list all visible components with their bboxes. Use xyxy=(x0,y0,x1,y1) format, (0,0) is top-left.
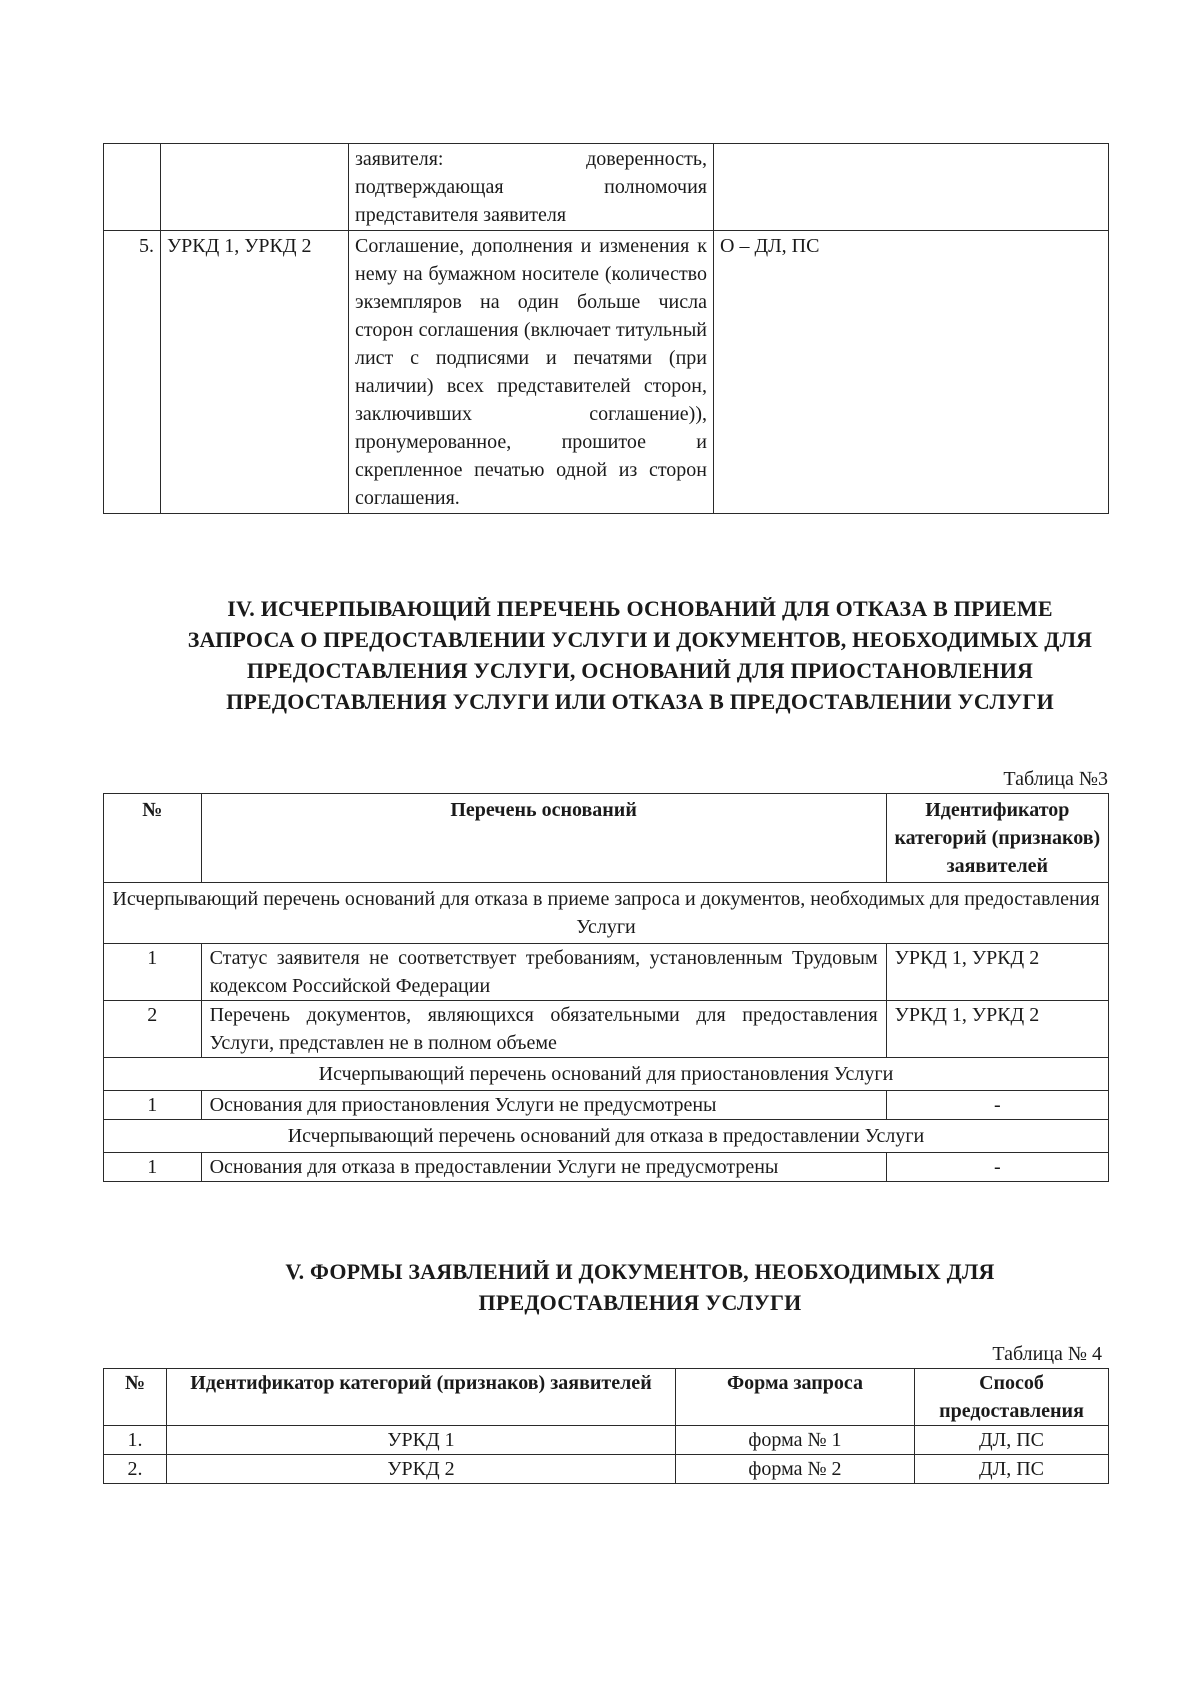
row-number: 1 xyxy=(104,1091,202,1120)
table-header-row xyxy=(104,1369,1109,1426)
row-applicant-ids: - xyxy=(886,1091,1108,1120)
row-number xyxy=(104,144,161,231)
group-title-reception-refusal: Исчерпывающий перечень оснований для отказа в приеме запроса и документов, необходимых для предоставления Услуги xyxy=(104,883,1109,944)
grounds-table xyxy=(103,793,1109,1182)
row-mode xyxy=(714,144,1109,231)
header-number: № xyxy=(104,1369,167,1426)
group-title-row xyxy=(104,883,1109,944)
table-row xyxy=(104,1091,1109,1120)
header-applicant-ids: Идентификатор категорий (признаков) заявителей xyxy=(886,794,1108,883)
group-title-provision-refusal: Исчерпывающий перечень оснований для отказа в предоставлении Услуги xyxy=(104,1120,1109,1153)
row-number: 1 xyxy=(104,944,202,1001)
table-row xyxy=(104,144,1109,231)
row-applicant-category: УРКД 2 xyxy=(167,1455,676,1484)
row-submission-method: ДЛ, ПС xyxy=(915,1426,1109,1455)
row-document-text: Соглашение, дополнения и изменения к нему на бумажном носителе (количество экземпляров на один больше числа сторон соглашения (включает титульный лист с подписями и печатями (при наличии) всех представителей сторон, заключивших соглашение)), пронумерованное, прошитое и скрепленное печатью одной из сторон соглашения. xyxy=(349,231,714,514)
header-applicant-category: Идентификатор категорий (признаков) заявителей xyxy=(167,1369,676,1426)
group-title-row xyxy=(104,1058,1109,1091)
row-number: 2 xyxy=(104,1001,202,1058)
header-request-form: Форма запроса xyxy=(676,1369,915,1426)
row-ground-text: Статус заявителя не соответствует требованиям, установленным Трудовым кодексом Российской Федерации xyxy=(201,944,886,1001)
row-request-form: форма № 1 xyxy=(676,1426,915,1455)
table-row xyxy=(104,1455,1109,1484)
section-5-heading: V. ФОРМЫ ЗАЯВЛЕНИЙ И ДОКУМЕНТОВ, НЕОБХОДИМЫХ ДЛЯ ПРЕДОСТАВЛЕНИЯ УСЛУГИ xyxy=(285,1259,995,1315)
row-applicant-ids xyxy=(161,144,349,231)
row-submission-method: ДЛ, ПС xyxy=(915,1455,1109,1484)
row-ground-text: Основания для приостановления Услуги не предусмотрены xyxy=(201,1091,886,1120)
group-title-row xyxy=(104,1120,1109,1153)
section-4-heading: IV. ИСЧЕРПЫВАЮЩИЙ ПЕРЕЧЕНЬ ОСНОВАНИЙ ДЛЯ ОТКАЗА В ПРИЕМЕ ЗАПРОСА О ПРЕДОСТАВЛЕНИИ УСЛУГИ И ДОКУМЕНТОВ, НЕОБХОДИМЫХ ДЛЯ ПРЕДОСТАВЛЕНИЯ УСЛУГИ, ОСНОВАНИЙ ДЛЯ ПРИОСТАНОВЛЕНИЯ ПРЕДОСТАВЛЕНИЯ УСЛУГИ ИЛИ ОТКАЗА В ПРЕДОСТАВЛЕНИИ УСЛУГИ xyxy=(187,596,1093,714)
row-mode: О – ДЛ, ПС xyxy=(714,231,1109,514)
table-row xyxy=(104,1001,1109,1058)
group-title-suspension: Исчерпывающий перечень оснований для приостановления Услуги xyxy=(104,1058,1109,1091)
row-number: 1 xyxy=(104,1153,202,1182)
table-row xyxy=(104,231,1109,514)
row-number: 5. xyxy=(104,231,161,514)
row-number: 1. xyxy=(104,1426,167,1455)
table-row xyxy=(104,944,1109,1001)
row-applicant-ids: УРКД 1, УРКД 2 xyxy=(161,231,349,514)
header-submission-method: Способ предоставления xyxy=(915,1369,1109,1426)
row-applicant-ids: - xyxy=(886,1153,1108,1182)
documents-table-continuation xyxy=(103,143,1109,514)
row-number: 2. xyxy=(104,1455,167,1484)
row-ground-text: Перечень документов, являющихся обязательными для предоставления Услуги, представлен не в полном объеме xyxy=(201,1001,886,1058)
row-applicant-ids: УРКД 1, УРКД 2 xyxy=(886,1001,1108,1058)
forms-table xyxy=(103,1368,1109,1484)
row-applicant-category: УРКД 1 xyxy=(167,1426,676,1455)
table-row xyxy=(104,1153,1109,1182)
table-4-caption: Таблица № 4 xyxy=(992,1343,1102,1365)
table-row xyxy=(104,1426,1109,1455)
row-request-form: форма № 2 xyxy=(676,1455,915,1484)
table-header-row xyxy=(104,794,1109,883)
row-ground-text: Основания для отказа в предоставлении Услуги не предусмотрены xyxy=(201,1153,886,1182)
row-applicant-ids: УРКД 1, УРКД 2 xyxy=(886,944,1108,1001)
row-document-text: заявителя: доверенность, подтверждающая полномочия представителя заявителя xyxy=(349,144,714,231)
header-number: № xyxy=(104,794,202,883)
header-grounds-list: Перечень оснований xyxy=(201,794,886,883)
table-3-caption: Таблица №3 xyxy=(1003,768,1108,790)
